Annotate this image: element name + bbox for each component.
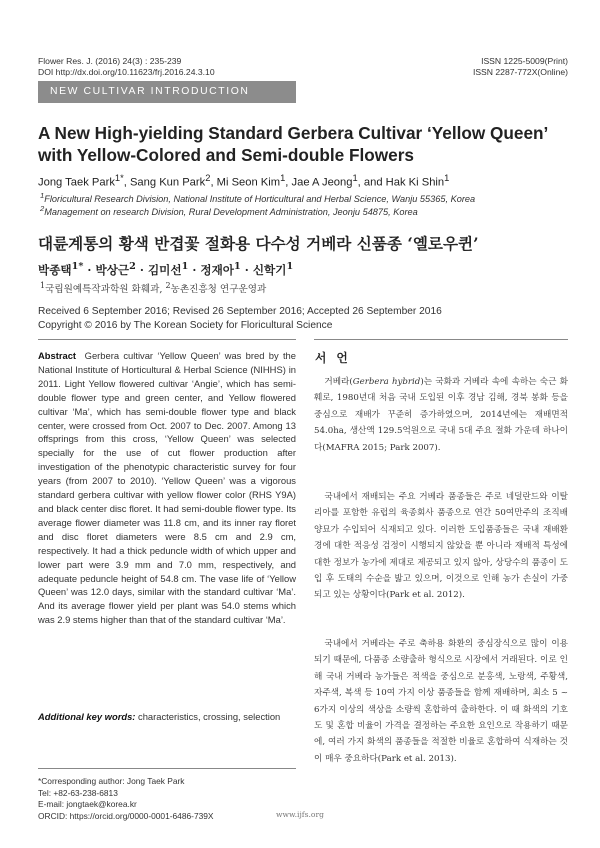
- ko-aff-sup: 2: [165, 281, 171, 290]
- affiliation-sup: 1: [40, 191, 45, 200]
- journal-citation: Flower Res. J. (2016) 24(3) : 235-239: [38, 56, 182, 66]
- keywords: [38, 711, 296, 722]
- korean-author-list: [38, 261, 568, 278]
- author-affiliation-sup: 1: [280, 173, 286, 183]
- abstract-text: Gerbera cultivar ‘Yellow Queen’ was bred by the National Institute of Horticultural & Herbal Science (NIHHS) in 2011. Light Yellow flowered cultivar ‘Angie’, which has semi-double flower type and green center, and Yellow flowered cultivar ‘Ma’, which has semi-double flower type and black center, were crossed from Oct. 2007 to Dec. 2007. Among 13 offsprings from this cross, ‘Yellow Queen’ was selected specially for the use of cut flower production after investigation of the phenotypic characteristic survey for four years (from 2007 to 2010). ‘Yellow Queen’ was a vigorous standard gerbera cultivar with yellow flower color (RHS Y9A) and black center disc floret. It had semi-double flower type. Its average flower diameter was 11.8 cm, and its inner ray floret and disc floret diameters were 8.5 cm and 2.9 cm, respectively. It had a thick peduncle width of which upper and lower part were 3.9 mm and 7.0 mm, respectively, and adequate peduncle height of 54.8 cm. The vase life of ‘Yellow Queen’ was 12.0 days, similar with the standard cultivar ‘Ma’. And its average flower yield per plant was 54.0 stems which was 2.9 stems higher than that of the standard cultivar ‘Ma’.: [38, 350, 296, 626]
- author-separator: ·: [83, 262, 96, 277]
- received-dates: Received 6 September 2016; Revised 26 September 2016; Accepted 26 September 2016: [38, 306, 442, 317]
- author-separator: ·: [135, 262, 148, 277]
- author-name: 신학기: [252, 262, 287, 277]
- author-name: 박상근: [95, 262, 130, 277]
- author-affiliation-sup: 1*: [114, 173, 124, 183]
- author-name: Mi Seon Kim: [216, 176, 281, 189]
- species-name: Gerbera hybrid: [352, 377, 421, 387]
- author-affiliation-sup: 1: [444, 173, 450, 183]
- doi-link[interactable]: DOI http://dx.doi.org/10.11623/frj.2016.24.3.10: [38, 67, 215, 77]
- author-separator: ,: [285, 176, 292, 189]
- affiliation-2: [40, 204, 570, 217]
- author-affiliation-sup: 2: [129, 261, 136, 272]
- affiliation-1: [40, 191, 570, 204]
- ko-aff-text: 농촌진흥청 연구운영과: [170, 284, 267, 296]
- author-name: Sang Kun Park: [129, 176, 206, 189]
- para-text: )는 국화과 거베라 속에 속하는 숙근 화훼로, 1980년대 처음 국내 도입된 이후 경남 김해, 경북 봉화 등을 중심으로 재배가 꾸준히 증가하였으며, 2014년에는 재배면적 54.0ha, 생산액 129.5억원으로 국내 5대 주요 절화 가운데 하나이다(MAFRA 2015; Park 2007).: [314, 377, 569, 453]
- ko-aff-text: 국립원예특작과학원 화훼과,: [45, 284, 166, 296]
- intro-paragraph-1: [314, 374, 568, 456]
- corresponding-rule: [38, 768, 296, 769]
- para-text: 국내에서 재배되는 주요 거베라 품종들은 주로 네덜란드와 이탈리아를 포함한 유럽의 육종회사 품종으로 연간 50여만주의 조직배양묘가 수입되어 식재되고 있다. 이러한 도입품종들은 국내 재배환경에 대한 적응성 검정이 시행되지 않았을 뿐 아니라 재배적 특성에 대한 정보가 농가에 제대로 제공되고 있지 않아, 상당수의 품종이 도입 후 도태의 수순을 밟고 있으며, 이것으로 인해 농가 손실이 가중되고 있는 상황이다(Park et al. 2012).: [314, 492, 568, 601]
- author-affiliation-sup: 1: [181, 261, 189, 272]
- author-affiliation-sup: 1*: [71, 261, 84, 272]
- abstract-label: Abstract: [38, 350, 77, 361]
- keywords-text: characteristics, crossing, selection: [138, 711, 281, 722]
- copyright: Copyright © 2016 by The Korean Society for Floricultural Science: [38, 320, 333, 331]
- section-banner: NEW CULTIVAR INTRODUCTION: [38, 81, 296, 103]
- affiliation-sup: 2: [40, 204, 45, 213]
- korean-title: 대륜계통의 황색 반겹꽃 절화용 다수성 거베라 신품종 ‘옐로우퀸’: [38, 234, 479, 253]
- korean-affiliation: [40, 281, 570, 295]
- para-text: 거베라(: [324, 377, 353, 387]
- title-line-2: with Yellow-Colored and Semi-double Flowers: [38, 145, 414, 165]
- section-title: 서언: [315, 351, 358, 365]
- title-line-1: A New High-yielding Standard Gerbera Cultivar ‘Yellow Queen’: [38, 123, 549, 143]
- intro-paragraph-2: [314, 489, 568, 604]
- paper-title: [38, 122, 568, 166]
- abstract-top-rule: [38, 339, 296, 340]
- author-list: [38, 173, 568, 189]
- corr-name: *Corresponding author: Jong Taek Park: [38, 776, 185, 786]
- author-separator: ·: [188, 262, 201, 277]
- para-text: 국내에서 거베라는 주로 축하용 화환의 중심장식으로 많이 이용되기 때문에, 다품종 소량출하 형식으로 시장에서 거래된다. 이로 인해 국내 거베라 농가들은 적색을 중심으로 분홍색, 노랑색, 주황색, 자주색, 복색 등 10여 가지 이상 품종들을 함께 재배하며, 최소 5 ~ 6가지 이상의 색상을 소량씩 혼합하여 출하한다. 이 때 화색의 기호도 및 혼합 비율이 가격을 결정하는 주요한 요인으로 작용하기 때문에, 여러 가지 화색의 품종들을 적절한 비율로 혼합하여 식재하는 것이 매우 중요하다(Park et al. 2013).: [314, 639, 568, 764]
- corr-email[interactable]: E-mail: jongtaek@korea.kr: [38, 799, 137, 810]
- author-separator: ,: [123, 176, 130, 189]
- intro-paragraph-3: [314, 636, 568, 767]
- abstract: [38, 349, 296, 627]
- author-name: Hak Ki Shin: [385, 176, 445, 189]
- author-affiliation-sup: 1: [286, 261, 294, 272]
- author-separator: ,: [210, 176, 217, 189]
- author-affiliation-sup: 1: [234, 261, 241, 272]
- footer-url[interactable]: www.ijfs.org: [276, 810, 324, 819]
- intro-top-rule: [314, 339, 568, 340]
- affiliation-text: Floricultural Research Division, National Institute of Horticultural and Herbal Science, Wanju 55365, Korea: [44, 194, 476, 205]
- author-name: Jong Taek Park: [38, 176, 115, 189]
- issn-print: ISSN 1225-5009(Print): [481, 56, 568, 66]
- author-separator: ·: [240, 262, 253, 277]
- author-name: 김미선: [147, 262, 182, 277]
- keywords-label: Additional key words:: [38, 711, 136, 722]
- author-separator: , and: [357, 176, 386, 189]
- corr-orcid[interactable]: ORCID: https://orcid.org/0000-0001-6486-739X: [38, 810, 214, 821]
- author-name: Jae A Jeong: [291, 176, 353, 189]
- issn-online: ISSN 2287-772X(Online): [472, 67, 568, 77]
- affiliation-text: Management on research Division, Rural Development Administration, Jeonju 54875, Korea: [44, 207, 418, 218]
- author-affiliation-sup: 1: [352, 173, 358, 183]
- author-affiliation-sup: 2: [205, 173, 211, 183]
- author-name: 박종택: [38, 262, 72, 277]
- ko-aff-sup: 1: [40, 281, 46, 290]
- corr-tel: Tel: +82-63-238-6813: [38, 787, 118, 798]
- author-name: 정재아: [200, 262, 235, 277]
